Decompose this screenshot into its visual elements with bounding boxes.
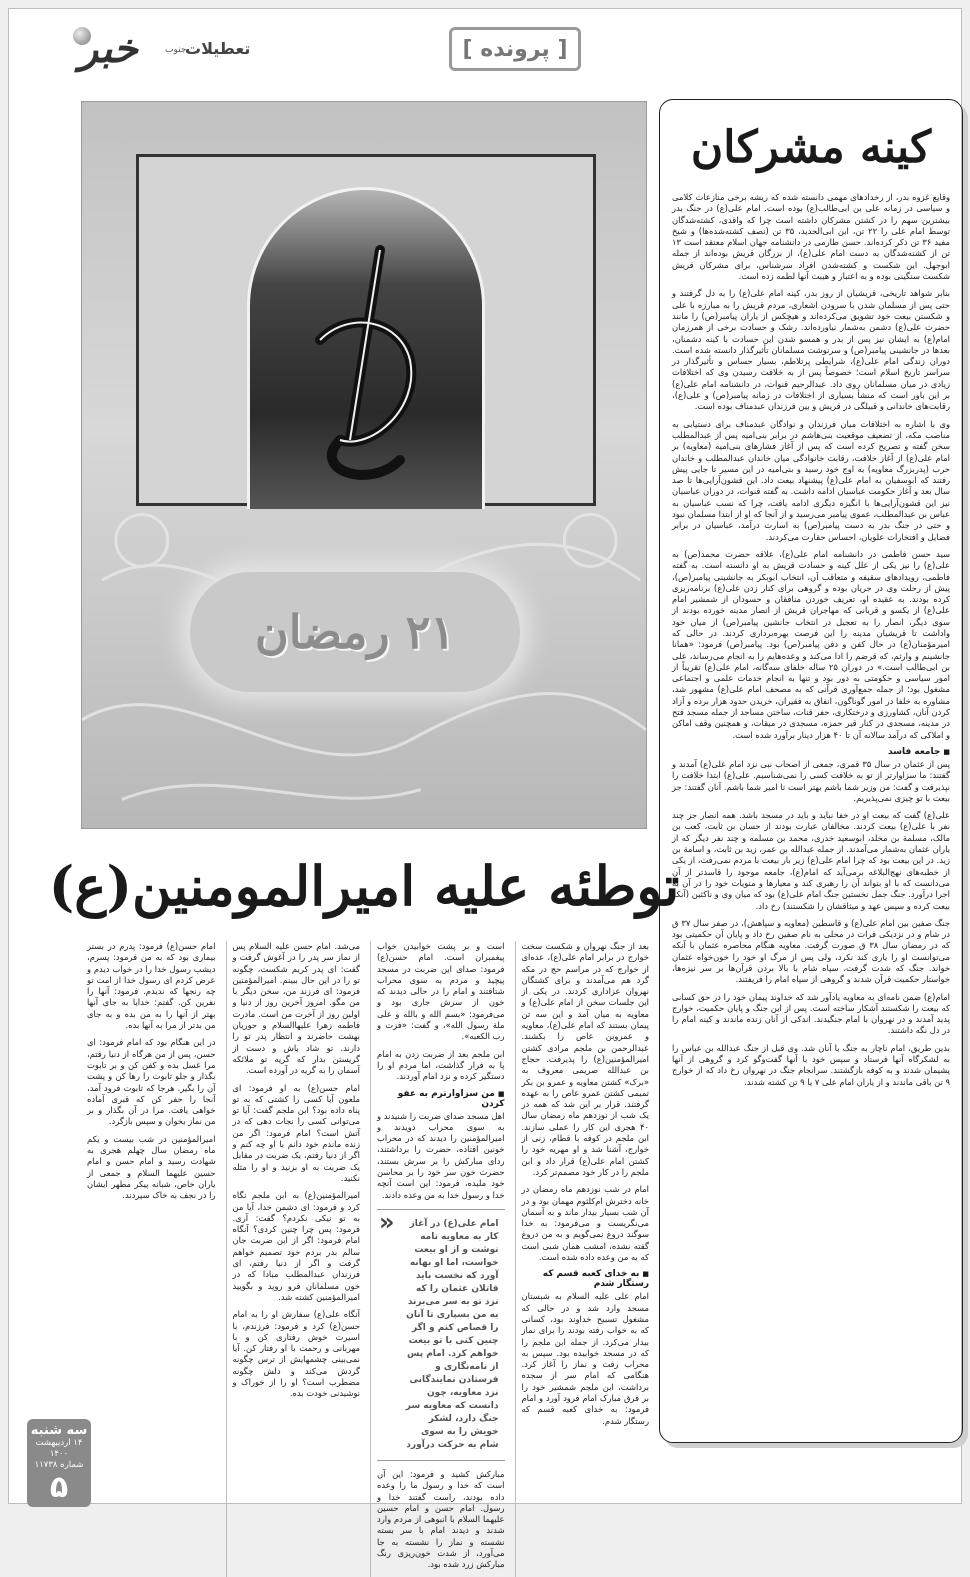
masthead-logo: خبر [79, 25, 138, 72]
newspaper-page [8, 8, 962, 1570]
article-paragraph: مبارکش کشید و فرمود: این آن است که خدا و رسول ما را وعده داده بودند، راست گفتند خدا و رسول. امام حسن و امام حسین علیهما السلام با انبوهی از مردم وارد شدند و دیدند امام با سر بسته نشسته و نماز را نشسته به جا می‌آورد، از شدت خون‌ریزی رنگ مبارکش زرد شده بود. [377, 1468, 505, 1570]
section-label: [ پرونده ] [449, 27, 581, 71]
illustration-frame [136, 154, 596, 506]
issue-date: ۱۴ اردیبهشت ۱۴۰۰ [35, 1438, 83, 1459]
bottom-article [81, 941, 649, 1570]
article-paragraph: است و بر پشت خوابیدن خواب پیغمبران است. امام حسن(ع) فرمود: صدای این ضربت در مسجد پیچید و مردم به سوی محراب شتافتند و امام را در حالی دیدند که خون از سرش جاری بود و می‌فرمود: «بسم الله و بالله و علی ملة رسول الله»، و گفت: «فزت و رب الکعبه». [377, 941, 505, 1042]
calligraphy-ali-icon [250, 190, 482, 510]
illustration [81, 101, 647, 829]
article-paragraph: امام حسن(ع) به او فرمود: ای ملعون آیا کسی را کشتی که به تو پناه داده بود؟ ابن ملجم گفت: آیا تو می‌توانی کسی را نجات دهی که در آتش است؟ امام فرمود: اگر من زنده ماندم خود دانم با او چه کنم و اگر از دنیا رفتم، یک ضربت در مقابل یک ضربت به او بزنید و او را مثله نکنید. [232, 1082, 360, 1183]
right-article-paragraph: وقایع غزوه بدر، از رخدادهای مهمی دانسته شده که ریشه برخی منازعات کلامی و سیاسی در زمانه علی بن ابی‌طالب(ع) بوده است. امام علی(ع) در جنگ بدر بیشترین سهم را در کشتن مشرکان داشته است چرا که واقدی، کشته‌شدگان توسط امام علی را ۲۲ تن، ابن ابی‌الحدید، ۳۵ تن (نصف کشته‌شده‌ها) و شیخ مفید ۳۶ تن ذکر کرده‌اند. حسن طارمی در دانشنامه جهان اسلام معتقد است ۱۳ تن از کشته‌شدگان به دست امام علی(ع)، از بزرگان قریش بوده‌اند از جمله ابوجهل. این شکست و کشته‌شدن افراد سرشناس، برای مشرکان قریش شکست سنگینی بوده و به اعتبار و هیبت آنها لطمه زده است. [672, 192, 950, 282]
article-subheading: ■ من سزاوارترم به عفو کردن [377, 1089, 505, 1109]
page-number: ۵ [49, 1470, 69, 1505]
article-paragraph: در این هنگام بود که امام فرمود: ای حسن، پس از من هرگاه از دنیا رفتم، مرا غسل بده و کفن کن و بر تابوت بگذار و جلو تابوت را رها کن و پشت آن را بگیر. هرجا که تابوت فرود آمد، آنجا را حفر کن که قبری آماده خواهی یافت. مرا در آن بگذار و بر من نماز بخوان و سپس بازگرد. [87, 1037, 216, 1127]
right-article-paragraph: وی با اشاره به اختلافات میان فرزندان و نوادگان عبدمناف برای دستیابی به مناصب مکه، از تضعیف موقعیت بنی‌هاشم در برابر بنی‌امیه پس از عبدالمطلب سخن گفته و تصریح کرده است که پس از آغاز فشارهای بنی‌امیه (معاویه) بر امام علی(ع) از آغاز خلافت، رقابت خانوادگی میان خاندان عبدالمطلب و خاندان حرب (پدربزرگ معاویه) به اوج خود رسید و بنی‌امیه در این مسیر تا جایی پیش رفتند که ابوسفیان به امام علی(ع) پیشنهاد بیعت داد. این قشون‌آرایی‌ها تا صد سال بعد و آغاز حکومت عباسیان ادامه داشت. به گفته قنوات، در دوران عباسیان نیز این قشون‌آرایی‌ها با انگیزه دیگری ادامه یافت، چرا که نسب عباسیان به عباس بن عبدالمطلب، عموی پیامبر می‌رسید و از آنجا که او از ابتدا مسلمان نبود و حتی در جنگ بدر به دست پیامبر(ص) به اسارت درآمد، عباسیان در برابر فضایل و افتخارات علویان، احساس حقارت می‌کردند. [672, 418, 950, 542]
right-article-paragraph: سید حسن فاطمی در دانشنامه امام علی(ع)، علاقه حضرت محمد(ص) به علی(ع) را نیز یکی از علل کینه و حسادت قریش به او دانسته است. به گفته فاطمی، رویدادهای سقیفه و متعاقب آن، انتخاب ابوبکر به جانشینی پیامبر(ص)، پیش از رحلت وی در جریان بوده و گروهی برای کنار زدن علی(ع) برنامه‌ریزی کرده بودند. به عقیده او، تعریف خوردن منافقان و حسودان از شمشیر امام علی(ع) از یکسو و قربانی که مهاجران قریش از انصار مدینه خورده بودند از سوی دیگر، انصار را به تعجیل در انتخاب جانشین پیامبر(ص) از میان خود واداشت تا قریشیان مدینه را این فرصت بهره‌برداری کردند. در حالی که امیرمؤمنان(ع) در حال کفن و دفن پیامبر(ص) بود. پیامبر(ص) فرمود: «همانا جانشینم و وارثم، که قرضم را ادا می‌کند و وعده‌هایم را به انجام می‌رساند، علی بن ابی‌طالب است.» در دوران ۲۵ ساله خلفای سه‌گانه، امام علی(ع) تقریباً از امور سیاسی و حکومتی به دور بود و تنها به انجام خدمات علمی و اجتماعی مشغول بود؛ از جمله جمع‌آوری قرآنی که به مصحف امام علی(ع) مشهور شد، مشاوره به خلفا در امور گوناگون، انفاق به فقیران، خریدن حدود هزار برده و آزاد کردن آنان، کشاورزی و درختکاری، حفر قنات، ساختن مساجد از جمله مسجد فتح در مدینه، مسجدی در کنار قبر حمزه، مسجدی در میقات، و همچنین وقف اماکن و املاکی که درآمد سالانه آن تا ۴۰ هزار دینار برآورد شده است. [672, 548, 950, 740]
article-paragraph: ابن ملجم بعد از ضربت زدن به امام پا به فرار گذاشت، اما مردم او را دستگیر کرده و نزد امام آوردند. [377, 1048, 505, 1082]
article-column-1 [515, 941, 650, 1577]
article-paragraph: امیرالمؤمنین(ع) به ابن ملجم نگاه کرد و فرمود: ای دشمن خدا، آیا من به تو نیکی نکردم؟ گفت: آری. فرمود: پس چرا چنین کردی؟ آنگاه امام فرمود: اگر از این ضربت جان سالم بدر بردم خود تصمیم خواهم گرفت و اگر از دنیا رفتم، ای فرزندان عبدالمطلب مبادا که در خون مسلمانان فرو روید و بگویید امیرالمؤمنین کشته شد. [232, 1190, 360, 1302]
issue-number: شماره ۱۱۷۳۸ [34, 1460, 84, 1470]
ramadan-21-label: ۲۱ رمضان [190, 572, 520, 692]
double-chevron-icon: « [379, 1207, 395, 1236]
window-arch [247, 187, 485, 509]
article-subheading: ■ به خدای کعبه قسم که رستگار شدم [522, 1269, 650, 1289]
article-column-3 [226, 941, 361, 1577]
right-article-paragraph: علی(ع) گفت که بیعت او در خفا نباید و باید در مسجد باشد. همه انصار جز چند نفر با علی(ع) بیعت کردند. مخالفان عبارت بودند از حسان بن ثابت، کعب بن مالک، مسلمة بن مخلد، ابوسعید خدری، محمد بن مسلمه و چند نفر دیگر که از یاران عثمان به‌شمار می‌آمدند. از جمله عبدالله بن عمر، زید بن ثابت، و اسامة بن زید. در این بیعت بود که چرا امام علی(ع) زیر بار بیعت با مردم نمی‌رفت، از یکی از خطبه‌های نهج‌البلاغه برمی‌آید که امام(ع)، جامعه موجود را قاسدتر از آن می‌دانست که با او بتواند آن را رهبری کند و معیارها و منویات خود را در آن به اجرا درآورد. جنگ جمل نخستین جنگ امام علی(ع) بود که میان وی و ناکثین (آنکه بیعت کرده و سپس عهد و میثاقشان را شکستند) رخ داد. [672, 810, 950, 911]
masthead-tiny-text: جنوب [165, 45, 187, 55]
masthead [73, 25, 313, 85]
right-article [659, 99, 963, 1443]
main-headline: توطئه علیه امیرالمومنین(ع) [48, 854, 680, 918]
pull-quote-text: امام علی(ع) در آغاز کار به معاویه نامه نوشت و از او بیعت خواست، اما او بهانه آورد که نخست باید قاتلان عثمان را که نزد تو به سر می‌برند به من بسپاری تا آنان را قصاص کنم و اگر چنین کنی با تو بیعت خواهم کرد. امام پس از نامه‌نگاری و فرستادن نمایندگانی نزد معاویه، چون دانست که معاویه سر جنگ دارد، لشکر خویش را به سوی شام به حرکت درآورد [405, 1218, 499, 1450]
masthead-subtitle: تعطیلات [185, 39, 251, 58]
article-paragraph: اهل مسجد صدای ضربت را شنیدند و به سوی محراب دویدند و امیرالمؤمنین را دیدند که در محراب خونین افتاده، حضرت را برداشتند، ردای مبارکش را بر سرش بستند، حضرت خون سر خود را بر محاسن خود ملیده، فرمود: این است آنچه خدا و رسول خدا به من وعده دادند. [377, 1110, 505, 1200]
article-column-4 [81, 941, 216, 1577]
right-article-title: کینه مشرکان [690, 122, 932, 173]
right-article-paragraph: پس از عثمان در سال ۳۵ قمری، جمعی از اصحاب نبی نزد امام علی(ع) آمدند و گفتند: ما سزاوارتر از تو به خلافت کسی را نمی‌شناسیم. علی(ع) ابتدا خلافت را نپذیرفت و گفت: من وزیر شما باشم بهتر است تا امیر شما باشم. آنان گفتند: جز بیعت با تو چیزی نمی‌پذیریم. [672, 758, 951, 803]
article-paragraph: امیرالمؤمنین در شب بیست و یکم ماه رمضان سال چهلم هجری به شهادت رسید و امام حسن و امام حسین علیهما السلام و جمعی از یاران خاص، شبانه پیکر مطهر ایشان را در نجف به خاک سپردند. [87, 1133, 216, 1201]
right-article-paragraph: جنگ صفین بین امام علی(ع) و قاسطین (معاویه و سپاهش)، در صفر سال ۳۷ ق در شام و در نزدیکی فرات در محلی به نام صفین رخ داد و پایان آن حکمیتی بود که در رمضان سال ۳۸ ق صورت گرفت. معاویه هنگام محاصره عثمان با آنکه می‌توانست او را یاری کند نکرد، ولی پس از مرگ او خود را خون‌خواه عثمان خواند. جنگ که شدت گرفت، سپاه شام با بالا بردن قرآن‌ها بر سر نیزه‌ها، خواستار حکمیت قرآن شدند و گروهی از سپاه امام را فریفتند. [672, 917, 951, 985]
right-article-paragraph: امام(ع) ضمن نامه‌ای به معاویه یادآور شد که خداوند پیمان خود را در حق کسانی که بیعت را شکستند آشکار ساخته است. پس از این جنگ و پایان حکمیت، خوارج پدید آمدند و در نهروان با امام جنگیدند. اندکی از آنان زنده ماندند و کینه امام را در دل نگه داشتند. [672, 991, 950, 1036]
pull-quote [377, 1209, 505, 1461]
article-paragraph: بعد از جنگ نهروان و شکست سخت خوارج در برابر امام علی(ع)، عده‌ای از خوارج که در مراسم حج در مکه گرد هم می‌آمدند و برای کشتگان نهروان عزاداری کردند. در یکی از این جلسات سخن از امام علی(ع) و معاویه به میان آمد و این سه تن پیمان بستند که امام علی(ع)، معاویه و عمروبن عاص را بکشند. عبدالرحمن بن ملجم مرادی کشتن امیرالمؤمنین(ع) را پذیرفت. حجاج بن عبدالله صریمی معروف به «برک» کشتن معاویه و عمرو بن بکر تمیمی کشتن عمرو عاص را به عهده گرفتند. قرار بر این شد که همه در یک شب از نوزدهم ماه رمضان سال ۴۰ هجری این کار را عملی سازند. ابن ملجم در کوفه با قطام، زنی از خوارج، آشنا شد و او مهریه خود را کشتن امام علی(ع) قرار داد و ابن ملجم را در کار خود مصمم‌تر کرد. [521, 941, 649, 1177]
article-paragraph: امام حسن(ع) فرمود: پدرم در بستر بیماری بود که به من فرمود: پسرم، دیشب رسول خدا را در خواب دیدم و عرض کردم ای رسول خدا از امت تو چه رنجها که ندیدم. فرمود: آنها را نفرین کن. گفتم: خدایا به جای آنها بهتر از آنها را به من بده و به جای من بدتر از مرا به آنها بده. [87, 941, 216, 1031]
date-box [27, 1419, 91, 1507]
right-article-paragraph: بنابر شواهد تاریخی، قریشیان از روز بدر، کینه امام علی(ع) را به دل گرفتند و حتی پس از مسلمان شدن با سرودن اشعاری، مردم قریش را به مبارزه با علی و شکستن بیعت خود تشویق می‌کرده‌اند و هیچکس از یاران پیامبر(ص) را مانند حضرت علی(ع) دشمن به‌شمار نیاورده‌اند. رشک و حسادت برخی از همرزمان امام(ع) به ایشان نیز پس از بدر و همسو شدن این حسادت با کینه دشمنان، بعدها در جانشینی پیامبر(ص) و سرنوشت مسلمانان تأثیرگذار دانسته شده است. دوران زندگی امام علی(ع)، شرایطی پرتلاطم، بسیار حساس و تأثیرگذار در سراسر تاریخ اسلام است؛ خصوصاً پس از به خلافت رسیدن وی که اختلافات زیادی در میان مسلمانان روی داد. عبدالرحیم قنوات، در دانشنامه امام علی(ع) بر این باور است که منشأ بسیاری از اختلافات در زمانه پیامبر(ص) و علی(ع)، رقابت‌های خاندانی و قبیلگی در قریش و بین فرزندان عبدمناف بوده است. [672, 288, 950, 412]
weekday: سه شنبه [30, 1423, 88, 1438]
article-paragraph: امام علی علیه السلام به شبستان مسجد وارد شد و در حالی که مشغول تسبیح خداوند بود، کسانی که به خواب رفته بودند را برای نماز بیدار می‌کرد. از جمله ابن ملجم را که در مسجد خوابیده بود. سپس به محراب رفت و نماز را آغاز کرد. هنگامی که امام سر از سجده برداشت، ابن ملجم شمشیر خود را بر فرق مبارک امام فرود آورد و امام فرمود: به خدای کعبه قسم که رستگار شدم. [521, 1291, 649, 1426]
article-column-2 [370, 941, 505, 1577]
article-paragraph: آنگاه علی(ع) سفارش او را به امام حسن(ع) کرد و فرمود: فرزندم، با اسیرت خوش رفتاری کن و با مهربانی و رحمت با او رفتار کن. آیا نمی‌بینی چشمهایش از ترس چگونه گردش می‌کند و دلش چگونه مضطرب است؟ او را از خوراک و نوشیدنی خودت بده. [232, 1309, 360, 1399]
right-article-paragraph: بدین طریق، امام ناچار به جنگ با آنان شد. وی قبل از جنگ عبدالله بن عباس را به لشکرگاه آنها فرستاد و سپس خود با آنها گفت‌وگو کرد و گروهی از آنها پشیمان شدند و به کوفه بازگشتند. سرانجام جنگ در نهروان رخ داد که از خوارج ۹ تن باقی ماندند و از یاران امام علی ۷ یا ۹ تن کشته شدند. [672, 1042, 950, 1087]
article-paragraph: امام در شب نوزدهم ماه رمضان در خانه دخترش ام‌کلثوم مهمان بود و در آن شب بسیار بیدار ماند و به آسمان می‌نگریست و می‌فرمود: به خدا سوگند دروغ نمی‌گویم و به من دروغ گفته نشده، امشب همان شبی است که به من وعده داده شده است. [521, 1184, 649, 1263]
article-paragraph: می‌شد. امام حسن علیه السلام پس از نماز سر پدر را در آغوش گرفت و گفت: ای پدر کریم شکست، چگونه تو را در این حال ببینم. امیرالمؤمنین فرمود: ای فرزند من، سخن دیگر با من مگو. امروز آخرین روز از دنیا و اولین روز از آخرت من است. مادرت فاطمه زهرا علیهاالسلام و حوریان بهشت حاضرند و انتظار پدر تو را دارند. تو شاد باش و دست از گریستن بدار که گریه تو ملائکه آسمان را به گریه در آورده است. [232, 941, 360, 1076]
right-article-subheading: ■ جامعه فاسد [672, 747, 950, 757]
